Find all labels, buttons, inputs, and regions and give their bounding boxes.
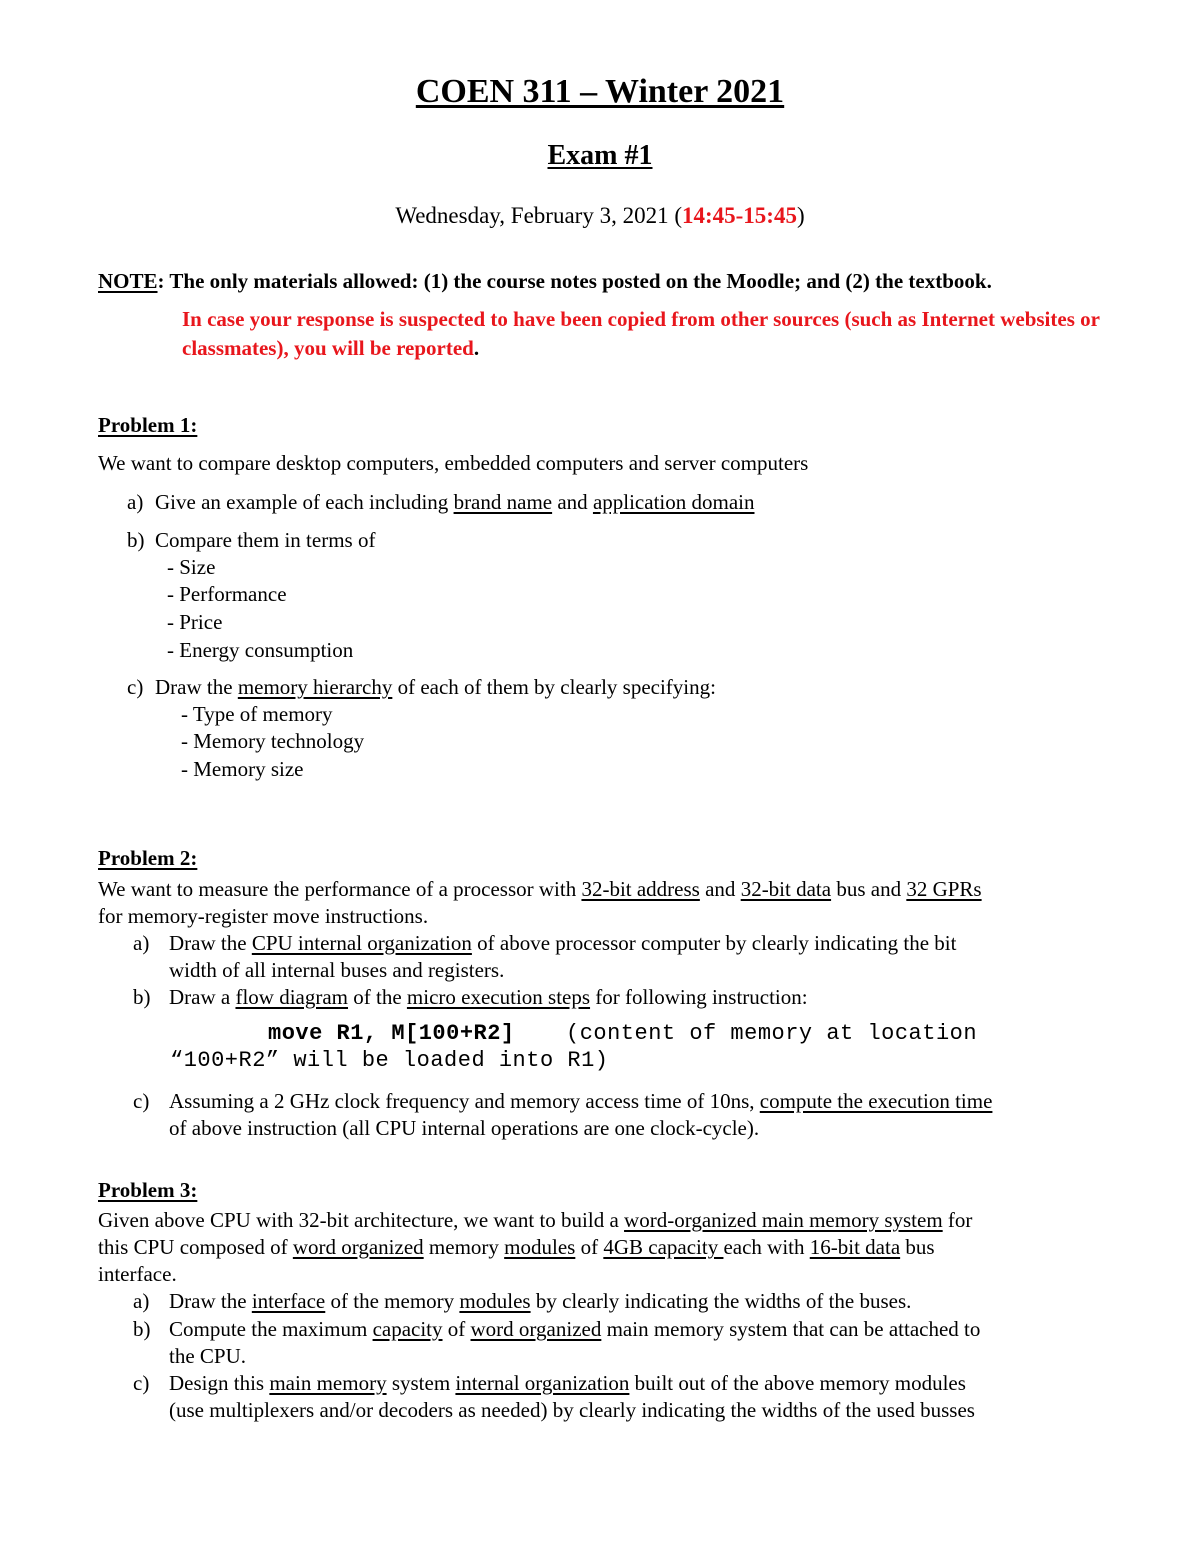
problem3-c-text [169,1370,1119,1397]
problem1-b-item: - Size [167,555,216,579]
problem1-c-item: - Memory size [181,757,304,781]
problem3-l2-word-org: word organized [292,1235,424,1259]
problem3-heading-text: Problem 3: [98,1178,198,1202]
problem1-c-text [155,674,1105,701]
problem2-c-line2: of above instruction (all CPU internal operations are one clock-cycle). [169,1116,760,1140]
problem1-c-pre: Draw the [155,675,238,699]
exam-title [0,70,1200,114]
problem1-a-text [155,489,1105,516]
problem2-c-exec-time: compute the execution time [759,1089,993,1113]
problem1-a-domain: application domain [592,490,755,514]
problem2-code-comment: (content of memory at location [566,1021,978,1046]
problem3-b-post: main memory system that can be attached to [601,1317,981,1341]
note-line [98,266,1128,296]
problem3-l1-pre: Given above CPU with 32-bit architecture, we want to build a [98,1208,625,1232]
warning-end: . [473,336,480,360]
problem3-a-pre: Draw the [169,1289,252,1313]
exam-title-text: COEN 311 – Winter 2021 [415,73,785,110]
problem3-l2-post: bus [900,1235,935,1259]
problem2-b-pre: Draw a [169,985,236,1009]
problem1-b-item: - Price [167,610,223,634]
problem2-c-text [169,1088,1119,1115]
problem2-a-cpu-org: CPU internal organization [251,931,472,955]
problem3-l2-m3: each with [723,1235,810,1259]
problem3-c-mid: system [386,1371,456,1395]
problem2-intro-address: 32-bit address [581,877,700,901]
problem1-b-text: Compare them in terms of [155,528,376,552]
problem2-heading-text: Problem 2: [98,846,198,870]
problem2-intro-line2: for memory-register move instructions. [98,904,429,928]
problem2-intro [98,876,1108,903]
problem2-a-post: of above processor computer by clearly indicating the bit [471,931,957,955]
problem1-heading [98,412,1108,439]
date-suffix: ) [796,203,805,228]
problem3-a-mid: of the memory [325,1289,460,1313]
problem3-c-post: built out of the above memory modules [629,1371,966,1395]
note-text: : The only materials allowed: (1) the course notes posted on the Moodle; and (2) the textbook. [157,269,992,293]
problem1-a-mid: and [552,490,593,514]
problem3-b-label: b) [133,1317,151,1341]
problem2-code-instruction: move R1, M[100+R2] [268,1021,515,1046]
problem1-a-brand: brand name [453,490,553,514]
warning-text [182,305,1122,363]
problem3-heading [98,1177,1108,1204]
problem3-b-line2: the CPU. [169,1344,247,1368]
problem2-b-label: b) [133,985,151,1009]
problem3-c-internal-org: internal organization [455,1371,630,1395]
problem2-intro-gprs: 32 GPRs [906,877,982,901]
problem1-a-pre: Give an example of each including [155,490,454,514]
problem1-b-item: - Energy consumption [167,638,354,662]
problem3-b-mid: of [442,1317,471,1341]
problem3-b-capacity: capacity [372,1317,443,1341]
problem2-b-post: for following instruction: [590,985,808,1009]
problem3-l1-memsys: word-organized main memory system [624,1208,943,1232]
problem2-a-line2: width of all internal buses and registers. [169,958,505,982]
problem3-line3: interface. [98,1262,177,1286]
problem3-l2-m1: memory [423,1235,505,1259]
problem3-a-post: by clearly indicating the widths of the buses. [530,1289,912,1313]
problem3-l2-pre: this CPU composed of [98,1235,293,1259]
exam-time: 14:45-15:45 [681,203,797,228]
problem3-line2 [98,1234,1108,1261]
problem1-c-post: of each of them by clearly specifying: [392,675,716,699]
problem2-c-pre: Assuming a 2 GHz clock frequency and memory access time of 10ns, [169,1089,760,1113]
problem3-a-text [169,1288,1119,1315]
problem3-b-text [169,1316,1119,1343]
problem2-a-text [169,930,1109,957]
problem1-intro: We want to compare desktop computers, embedded computers and server computers [98,451,809,475]
problem1-a-label: a) [127,490,144,514]
problem2-code-line2: “100+R2” will be loaded into R1) [170,1048,609,1073]
problem3-l2-m2: of [575,1235,604,1259]
problem2-intro-pre: We want to measure the performance of a processor with [98,877,582,901]
problem2-b-mid: of the [348,985,407,1009]
problem2-a-label: a) [133,931,150,955]
problem3-b-word-org: word organized [470,1317,602,1341]
exam-dateline [0,200,1200,232]
date-prefix: Wednesday, February 3, 2021 ( [395,203,682,228]
problem2-c-label: c) [133,1089,150,1113]
problem2-b-micro: micro execution steps [406,985,591,1009]
exam-subtitle [0,136,1200,176]
problem1-b-item: - Performance [167,582,287,606]
problem2-b-flow: flow diagram [235,985,349,1009]
problem3-a-modules: modules [459,1289,531,1313]
problem3-a-interface: interface [251,1289,326,1313]
problem2-intro-m1: and [699,877,741,901]
note-label: NOTE [98,269,158,293]
problem1-c-item: - Type of memory [181,702,333,726]
problem3-c-pre: Design this [169,1371,270,1395]
problem2-b-text [169,984,1109,1011]
problem3-c-label: c) [133,1371,150,1395]
problem3-c-main-memory: main memory [269,1371,387,1395]
problem3-a-label: a) [133,1289,150,1313]
problem2-intro-data: 32-bit data [740,877,832,901]
problem3-l2-data: 16-bit data [809,1235,901,1259]
problem1-c-label: c) [127,675,144,699]
problem1-c-hierarchy: memory hierarchy [237,675,393,699]
problem1-c-item: - Memory technology [181,729,365,753]
problem3-b-pre: Compute the maximum [169,1317,373,1341]
problem3-l1-post: for [942,1208,973,1232]
problem3-c-line2: (use multiplexers and/or decoders as needed) by clearly indicating the widths of the used busses [169,1398,975,1422]
exam-subtitle-text: Exam #1 [547,140,653,171]
problem1-heading-text: Problem 1: [98,413,198,437]
problem3-l2-capacity: 4GB capacity [603,1235,724,1259]
problem2-intro-m2: bus and [831,877,907,901]
problem2-heading [98,845,1108,872]
problem3-line1 [98,1207,1108,1234]
problem1-b-label: b) [127,528,145,552]
problem3-l2-modules: modules [504,1235,576,1259]
warning-body: In case your response is suspected to have been copied from other sources (such as Internet websites or classmates), you will be reported [182,307,1100,360]
problem2-a-pre: Draw the [169,931,252,955]
